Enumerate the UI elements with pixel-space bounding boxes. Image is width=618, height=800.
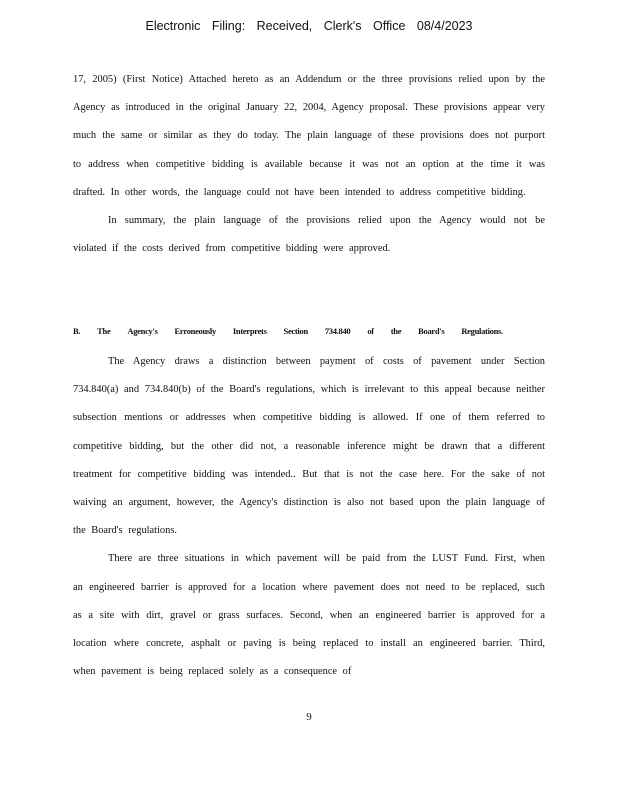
section-heading-word: 734.840 [324, 326, 351, 336]
section-heading-word: Board's [418, 326, 445, 336]
paragraph: The Agency draws a distinction between payment of costs of pavement under Section 734.840(a) and 734.840(b) of the Board's regulations, which is irrelevant to this appeal because neither subsection mentions or addresses when competitive bidding is allowed. If one of them referred to competitive bidding, but the other did not, a reasonable inference might be drawn that a different treatment for competitive bidding was intended.. But that is not the case here. For the sake of not waiving an argument, however, the Agency's distinction is also not based upon the plain language of the Board's regulations. [73, 356, 545, 537]
filing-stamp-header: Electronic Filing: Received, Clerk's Office 08/4/2023 [145, 19, 473, 33]
body-text-bottom [73, 348, 545, 686]
page-number: 9 [306, 711, 312, 723]
section-heading-word: Regulations. [461, 326, 503, 336]
body-text-top [73, 66, 545, 263]
section-heading-word: Interprets [232, 326, 267, 336]
paragraph: 17, 2005) (First Notice) Attached hereto as an Addendum or the three provisions relied upon by the Agency as introduced in the original January 22, 2004, Agency proposal. These provisions appear very much the same or similar as they do today. The plain language of these provisions does not purport to address when competitive bidding is available because it was not an option at the time it was drafted. In other words, the language could not have been intended to address competitive bidding. [73, 74, 545, 198]
section-heading-word: Section [283, 326, 308, 336]
section-heading-word: of [367, 326, 374, 336]
section-heading-word: Agency's [127, 326, 158, 336]
section-heading-word: the [390, 326, 402, 336]
section-heading-word: Erroneously [174, 326, 216, 336]
paragraph: In summary, the plain language of the provisions relied upon the Agency would not be violated if the costs derived from competitive bidding were approved. [73, 215, 545, 255]
section-heading-word: The [97, 326, 111, 336]
paragraph: There are three situations in which pavement will be paid from the LUST Fund. First, when an engineered barrier is approved for a location where pavement does not need to be replaced, such as a site with dirt, gravel or grass surfaces. Second, when an engineered barrier is approved for a location where concrete, asphalt or paving is being replaced to install an engineered barrier. Third, when pavement is being replaced solely as a consequence of [73, 553, 545, 678]
section-heading-letter: B. [73, 326, 81, 336]
section-heading [73, 326, 503, 336]
